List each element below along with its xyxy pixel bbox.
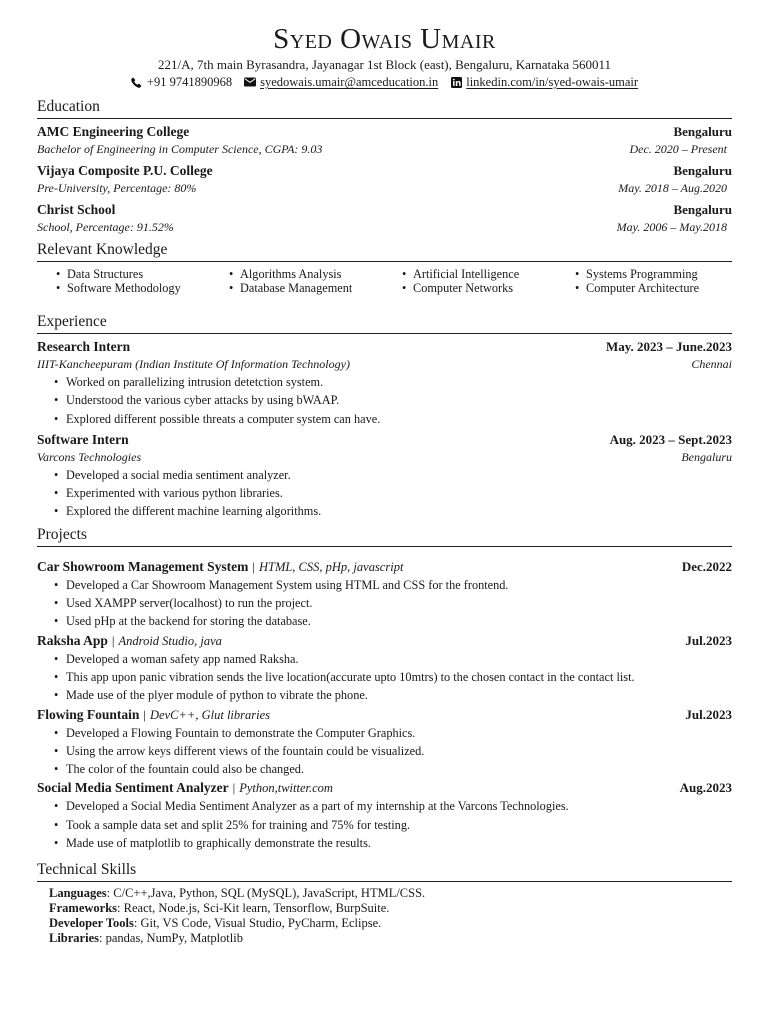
experience-row-sub: [37, 356, 732, 373]
skills-list: [37, 886, 732, 946]
project-entry: [37, 706, 732, 779]
school-location: Bengaluru: [673, 202, 732, 217]
envelope-icon: [244, 76, 256, 88]
bullet-item: • The color of the fountain could also be changed.: [66, 760, 732, 778]
experience-section: [37, 312, 732, 521]
skill-value: : Git, VS Code, Visual Studio, PyCharm, Eclipse.: [133, 916, 382, 931]
knowledge-item: • Data Structures: [56, 267, 229, 281]
knowledge-grid: [37, 267, 732, 295]
project-title-group: [37, 779, 333, 797]
bullet-item: • Understood the various cyber attacks by using bWAAP.: [66, 391, 732, 409]
education-row-sub: [37, 180, 732, 197]
project-title-group: [37, 558, 403, 576]
knowledge-item: • Artificial Intelligence: [402, 267, 575, 281]
email-contact[interactable]: [244, 73, 438, 91]
bullet-item: • Made use of the plyer module of python to vibrate the phone.: [66, 686, 732, 704]
experience-entry: [37, 431, 732, 521]
project-name: Raksha App: [37, 632, 108, 648]
skill-label: Frameworks: [49, 901, 118, 916]
education-entry: [37, 162, 732, 197]
project-name: Flowing Fountain: [37, 706, 140, 722]
knowledge-item: • Software Methodology: [56, 281, 229, 295]
bullet-item: • Made use of matplotlib to graphically demonstrate the results.: [66, 834, 732, 852]
project-date: Dec.2022: [681, 558, 732, 574]
knowledge-item: • Systems Programming: [575, 267, 735, 281]
knowledge-item: • Database Management: [229, 281, 402, 295]
linkedin-icon: [450, 76, 462, 88]
school-name: Vijaya Composite P.U. College: [37, 163, 213, 178]
bullet-item: • Explored different possible threats a computer system can have.: [66, 410, 732, 428]
project-date: Jul.2023: [685, 706, 732, 722]
project-date: Aug.2023: [679, 780, 732, 796]
section-title-projects: Projects: [37, 525, 732, 547]
knowledge-item: • Computer Networks: [402, 281, 575, 295]
education-row-sub: [37, 219, 732, 236]
bullet-item: • Used pHp at the backend for storing the database.: [66, 612, 732, 630]
project-header: [37, 706, 732, 724]
project-header: [37, 632, 732, 650]
section-title-education: Education: [37, 97, 732, 119]
skill-label: Libraries: [49, 931, 99, 946]
bullet-item: • Explored the different machine learning algorithms.: [66, 502, 732, 520]
projects-section: [37, 525, 732, 853]
section-title-skills: Technical Skills: [37, 860, 732, 882]
projects-list: [37, 558, 732, 853]
organization: IIIT-Kancheepuram (Indian Institute Of Information Technology): [37, 357, 350, 371]
experience-list: [37, 338, 732, 521]
project-bullets: [37, 797, 732, 852]
school-name: AMC Engineering College: [37, 124, 190, 139]
education-dates: May. 2018 – Aug.2020: [618, 181, 727, 195]
job-role: Research Intern: [37, 339, 131, 354]
education-row-main: [37, 123, 732, 141]
bullet-item: • Worked on parallelizing intrusion detetction system.: [66, 373, 732, 391]
contact-line: [37, 73, 732, 91]
skill-row: [49, 901, 732, 916]
project-bullets: [37, 724, 732, 779]
phone-contact[interactable]: [131, 73, 232, 91]
education-entry: [37, 201, 732, 236]
email-link[interactable]: syedowais.umair@amceducation.in: [260, 75, 439, 89]
school-location: Bengaluru: [673, 124, 732, 139]
linkedin-link[interactable]: linkedin.com/in/syed-owais-umair: [466, 75, 639, 89]
phone-icon: [131, 76, 143, 88]
skill-value: : React, Node.js, Sci-Kit learn, Tensorflow, BurpSuite.: [117, 901, 390, 916]
project-name: Car Showroom Management System: [37, 558, 249, 574]
project-date: Jul.2023: [685, 632, 732, 648]
skill-value: : C/C++,Java, Python, SQL (MySQL), JavaScript, HTML/CSS.: [106, 886, 426, 901]
skill-label: Languages: [49, 886, 107, 901]
project-tech: Python,twitter.com: [239, 781, 333, 796]
linkedin-contact[interactable]: [450, 73, 638, 91]
separator: |: [143, 706, 147, 722]
degree: School, Percentage: 91.52%: [37, 220, 174, 234]
project-tech: HTML, CSS, pHp, javascript: [258, 559, 404, 574]
job-location: Chennai: [691, 357, 732, 371]
knowledge-item: • Algorithms Analysis: [229, 267, 402, 281]
skill-row: [49, 916, 732, 931]
project-entry: [37, 632, 732, 705]
education-row-sub: [37, 141, 732, 158]
project-tech: Android Studio, java: [118, 633, 222, 648]
education-entry: [37, 123, 732, 158]
education-dates: Dec. 2020 – Present: [629, 142, 727, 156]
bullet-item: • Developed a social media sentiment analyzer.: [66, 466, 732, 484]
school-name: Christ School: [37, 202, 116, 217]
skill-label: Developer Tools: [49, 916, 134, 931]
knowledge-item: • Computer Architecture: [575, 281, 735, 295]
experience-entry: [37, 338, 732, 428]
bullet-item: • Used XAMPP server(localhost) to run the project.: [66, 594, 732, 612]
project-header: [37, 558, 732, 576]
project-header: [37, 779, 732, 797]
school-location: Bengaluru: [673, 163, 732, 178]
education-dates: May. 2006 – May.2018: [616, 220, 727, 234]
job-dates: Aug. 2023 – Sept.2023: [609, 431, 732, 447]
education-row-main: [37, 162, 732, 180]
bullet-item: • Developed a Flowing Fountain to demonstrate the Computer Graphics.: [66, 724, 732, 742]
project-bullets: [37, 576, 732, 631]
section-title-knowledge: Relevant Knowledge: [37, 240, 732, 262]
degree: Pre-University, Percentage: 80%: [37, 181, 197, 195]
organization: Varcons Technologies: [37, 449, 142, 464]
project-entry: [37, 779, 732, 852]
address: 221/A, 7th main Byrasandra, Jayanagar 1st Block (east), Bengaluru, Karnataka 560011: [158, 57, 611, 72]
bullet-item: • This app upon panic vibration sends the live location(accurate upto 10mtrs) to the chosen contact in the contact list.: [66, 668, 732, 686]
skills-section: [37, 860, 732, 946]
job-dates: May. 2023 – June.2023: [605, 339, 732, 354]
bullet-item: • Developed a woman safety app named Raksha.: [66, 650, 732, 668]
experience-row-sub: [37, 449, 732, 466]
project-bullets: [37, 650, 732, 705]
bullet-item: • Experimented with various python libraries.: [66, 484, 732, 502]
resume-page: [0, 22, 768, 1024]
experience-bullets: [37, 466, 732, 521]
candidate-name: Syed Owais Umair: [273, 23, 496, 55]
degree: Bachelor of Engineering in Computer Science, CGPA: 9.03: [37, 142, 323, 156]
education-row-main: [37, 201, 732, 219]
phone-number: +91 9741890968: [146, 75, 233, 89]
project-tech: DevC++, Glut libraries: [150, 707, 271, 722]
skill-value: : pandas, NumPy, Matplotlib: [99, 931, 243, 946]
knowledge-section: [37, 240, 732, 295]
bullet-item: • Developed a Car Showroom Management System using HTML and CSS for the frontend.: [66, 576, 732, 594]
separator: |: [252, 558, 255, 574]
skill-row: [49, 886, 732, 901]
resume-header: [37, 22, 732, 91]
job-location: Bengaluru: [681, 449, 732, 464]
education-list: [37, 123, 732, 236]
bullet-item: • Using the arrow keys different views of the fountain could be visualized.: [66, 742, 732, 760]
education-section: [37, 97, 732, 236]
separator: |: [111, 632, 115, 648]
project-title-group: [37, 706, 270, 724]
skill-row: [49, 931, 732, 946]
separator: |: [232, 780, 236, 796]
experience-row-main: [37, 431, 732, 449]
project-name: Social Media Sentiment Analyzer: [37, 780, 229, 796]
experience-bullets: [37, 373, 732, 428]
project-title-group: [37, 632, 222, 650]
bullet-item: • Developed a Social Media Sentiment Analyzer as a part of my internship at the Varcons Technologies.: [66, 797, 732, 815]
experience-row-main: [37, 338, 732, 356]
project-entry: [37, 558, 732, 631]
section-title-experience: Experience: [37, 312, 732, 334]
job-role: Software Intern: [37, 431, 129, 447]
bullet-item: • Took a sample data set and split 25% for training and 75% for testing.: [66, 816, 732, 834]
